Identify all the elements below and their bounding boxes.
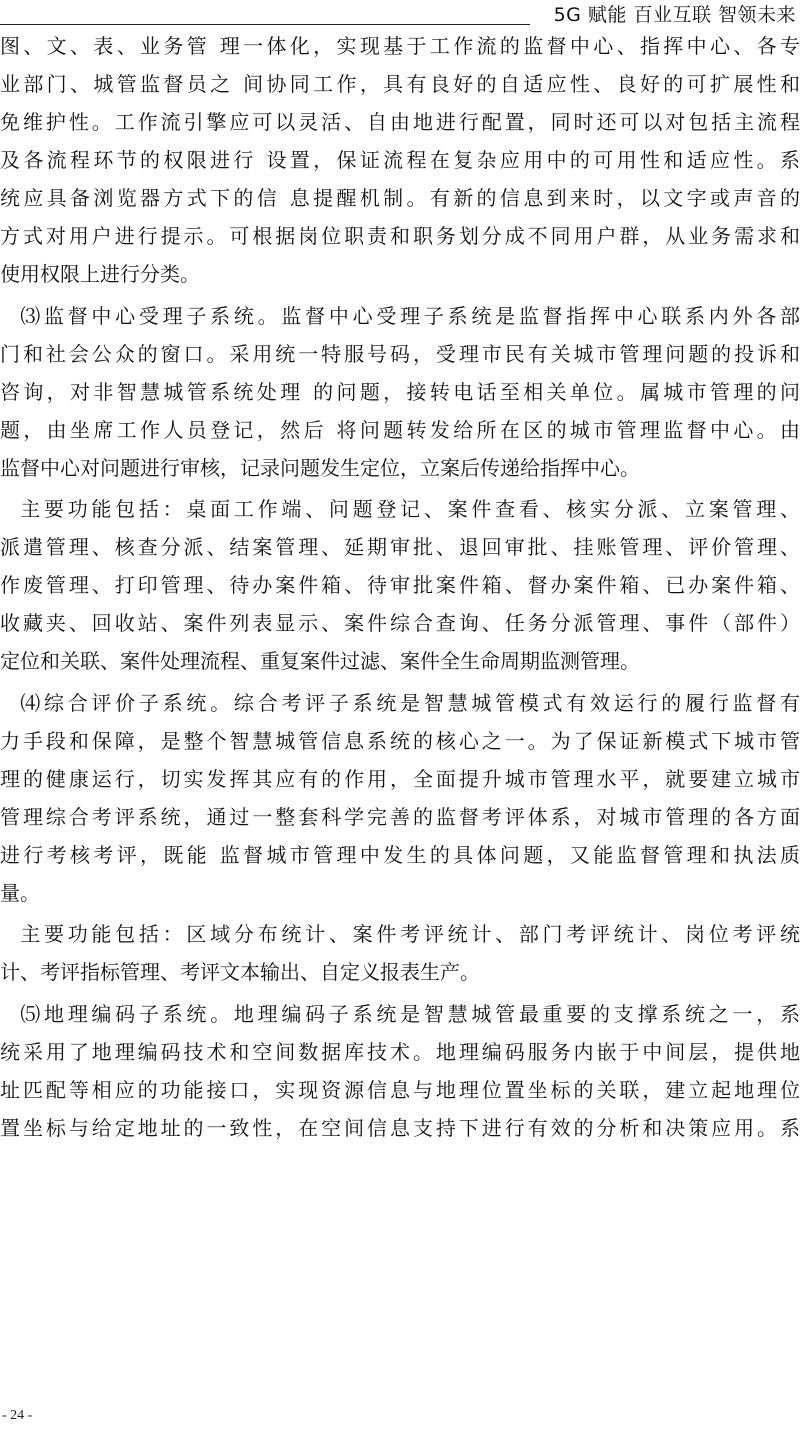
text-line: 主要功能包括：区域分布统计、案件考评统计、部门考评统计、岗位考评统 (0, 922, 800, 946)
text-line: 使用权限上进行分类。 (0, 262, 200, 286)
text-line: 统采用了地理编码技术和空间数据库技术。地理编码服务内嵌于中间层，提供地 (0, 1039, 800, 1064)
text-line: 咨询，对非智慧城管系统处理 的问题，接转电话至相关单位。属城市管理的问 (0, 379, 800, 404)
page-number: - 24 - (2, 1408, 33, 1423)
paragraph (0, 490, 800, 680)
paragraph (0, 297, 800, 487)
text-line: 派遣管理、核查分派、结案管理、延期审批、退回审批、挂账管理、评价管理、 (0, 535, 800, 559)
text-line: ⑷综合评价子系统。综合考评子系统是智慧城管模式有效运行的履行监督有 (0, 690, 800, 715)
text-line: 统应具备浏览器方式下的信 息提醒机制。有新的信息到来时，以文字或声音的 (0, 186, 800, 210)
text-line: ⑸地理编码子系统。地理编码子系统是智慧城管最重要的支撑系统之一，系 (0, 1001, 800, 1026)
text-line: 力手段和保障，是整个智慧城管信息系统的核心之一。为了保证新模式下城市管 (0, 728, 800, 753)
paragraph (0, 684, 800, 912)
paragraph (0, 915, 800, 991)
text-line: 及各流程环节的权限进行 设置，保证流程在复杂应用中的可用性和适应性。系 (0, 148, 800, 172)
text-line: 图、文、表、业务管 理一体化，实现基于工作流的监督中心、指挥中心、各专 (0, 34, 800, 58)
text-line: ⑶监督中心受理子系统。监督中心受理子系统是监督指挥中心联系内外各部 (0, 303, 800, 328)
text-line: 门和社会公众的窗口。采用统一特服号码，受理市民有关城市管理问题的投诉和 (0, 341, 800, 366)
text-line: 量。 (0, 880, 40, 905)
header-rule (0, 24, 530, 25)
text-line: 理的健康运行，切实发挥其应有的作用，全面提升城市管理水平，就要建立城市 (0, 766, 800, 791)
text-line: 计、考评指标管理、考评文本输出、自定义报表生产。 (0, 960, 480, 984)
text-line: 题，由坐席工作人员登记，然后 将问题转发给所在区的城市管理监督中心。由 (0, 417, 800, 442)
text-line: 业部门、城管监督员之 间协同工作，具有良好的自适应性、良好的可扩展性和 (0, 72, 800, 96)
text-line: 作废管理、打印管理、待办案件箱、待审批案件箱、督办案件箱、已办案件箱、 (0, 573, 800, 597)
text-line: 管理综合考评系统，通过一整套科学完善的监督考评体系，对城市管理的各方面 (0, 804, 800, 829)
text-line: 主要功能包括：桌面工作端、问题登记、案件查看、核实分派、立案管理、 (0, 497, 800, 521)
paragraph (0, 995, 800, 1147)
header-title: 5G 赋能 百业互联 智领未来 (553, 4, 796, 26)
document-body (0, 27, 800, 1147)
text-line: 进行考核考评，既能 监督城市管理中发生的具体问题，又能监督管理和执法质 (0, 842, 800, 867)
text-line: 监督中心对问题进行审核，记录问题发生定位，立案后传递给指挥中心。 (0, 455, 640, 480)
text-line: 定位和关联、案件处理流程、重复案件过滤、案件全生命周期监测管理。 (0, 649, 640, 673)
text-line: 方式对用户进行提示。可根据岗位职责和职务划分成不同用户群，从业务需求和 (0, 224, 800, 248)
text-line: 免维护性。工作流引擎应可以灵活、自由地进行配置，同时还可以对包括主流程 (0, 110, 800, 134)
text-line: 收藏夹、回收站、案件列表显示、案件综合查询、任务分派管理、事件（部件） (0, 611, 800, 635)
paragraph (0, 27, 800, 293)
text-line: 址匹配等相应的功能接口，实现资源信息与地理位置坐标的关联，建立起地理位 (0, 1077, 800, 1102)
text-line: 置坐标与给定地址的一致性，在空间信息支持下进行有效的分析和决策应用。系 (0, 1115, 800, 1140)
